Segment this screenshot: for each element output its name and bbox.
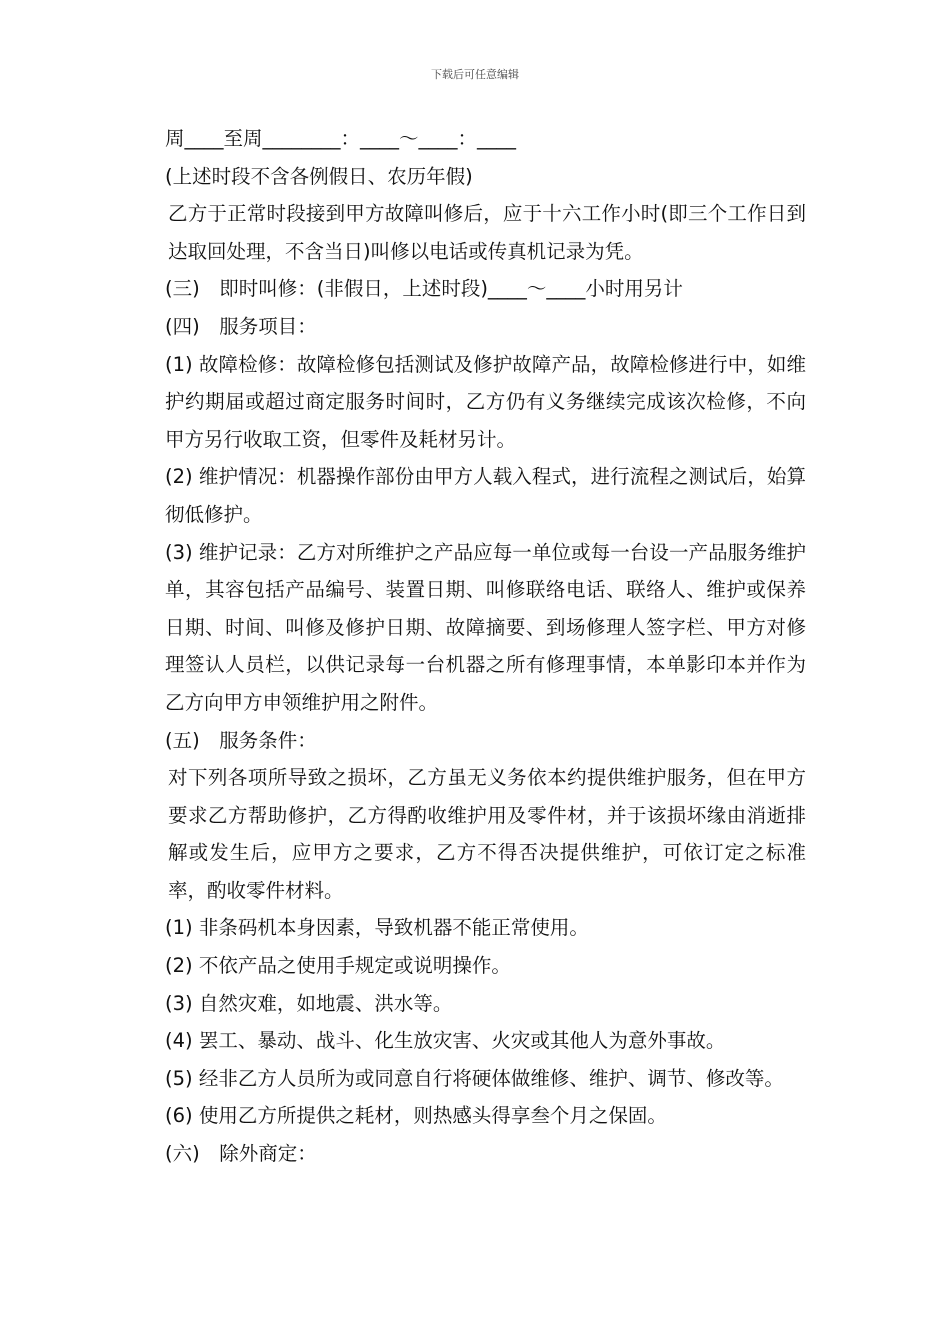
paragraph-section-3: (三) 即时叫修：(非假日，上述时段)____～____小时用另计: [165, 277, 683, 301]
document-body: [146, 120, 806, 1173]
paragraph-condition-3: (3) 自然灾难，如地震、洪水等。: [165, 991, 453, 1015]
paragraph-section-6: (六) 除外商定：: [165, 1142, 317, 1166]
paragraph-item-2: (2) 维护情况：机器操作部份由甲方人载入程式，进行流程之测试后，始算彻低修护。: [165, 465, 806, 526]
paragraph-condition-5: (5) 经非乙方人员所为或同意自行将硬体做维修、维护、调节、修改等。: [165, 1066, 784, 1090]
paragraph-condition-6: (6) 使用乙方所提供之耗材，则热感头得享叁个月之保固。: [165, 1104, 667, 1128]
paragraph-item-1: (1) 故障检修：故障检修包括测试及修护故障产品，故障检修进行中，如维护约期届或超过商定服务时间时，乙方仍有义务继续完成该次检修，不向甲方另行收取工资，但零件及耗材另计。: [165, 352, 806, 451]
paragraph-section-4: (四) 服务项目：: [165, 314, 317, 338]
paragraph-item-3: (3) 维护记录：乙方对所维护之产品应每一单位或每一台设一产品服务维护单，其容包括产品编号、装置日期、叫修联络电话、联络人、维护或保养日期、时间、叫修及修护日期、故障摘要、到场修理人签字栏、甲方对修理签认人员栏，以供记录每一台机器之所有修理事情，本单影印本并作为乙方向甲方申领维护用之附件。: [165, 540, 806, 714]
paragraph-condition-1: (1) 非条码机本身因素，导致机器不能正常使用。: [165, 916, 589, 940]
paragraph-condition-2: (2) 不依产品之使用手规定或说明操作。: [165, 954, 511, 978]
paragraph-note: (上述时段不含各例假日、农历年假): [165, 164, 473, 188]
paragraph-condition-4: (4) 罢工、暴动、战斗、化生放灾害、火灾或其他人为意外事故。: [165, 1029, 726, 1053]
paragraph-response-time: 乙方于正常时段接到甲方故障叫修后，应于十六工作小时(即三个工作日到达取回处理，不含当日)叫修以电话或传真机记录为凭。: [168, 202, 806, 263]
paragraph-conditions: 对下列各项所导致之损坏，乙方虽无义务依本约提供维护服务，但在甲方要求乙方帮助修护，乙方得酌收维护用及零件材，并于该损坏缘由消逝排解或发生后，应甲方之要求，乙方不得否决提供维护，可依订定之标准率，酌收零件材料。: [168, 766, 806, 902]
page-header: 下载后可任意编辑: [431, 68, 519, 81]
paragraph-schedule: 周____至周________：____～____：____: [165, 127, 517, 150]
paragraph-section-5: (五) 服务条件：: [165, 728, 317, 752]
